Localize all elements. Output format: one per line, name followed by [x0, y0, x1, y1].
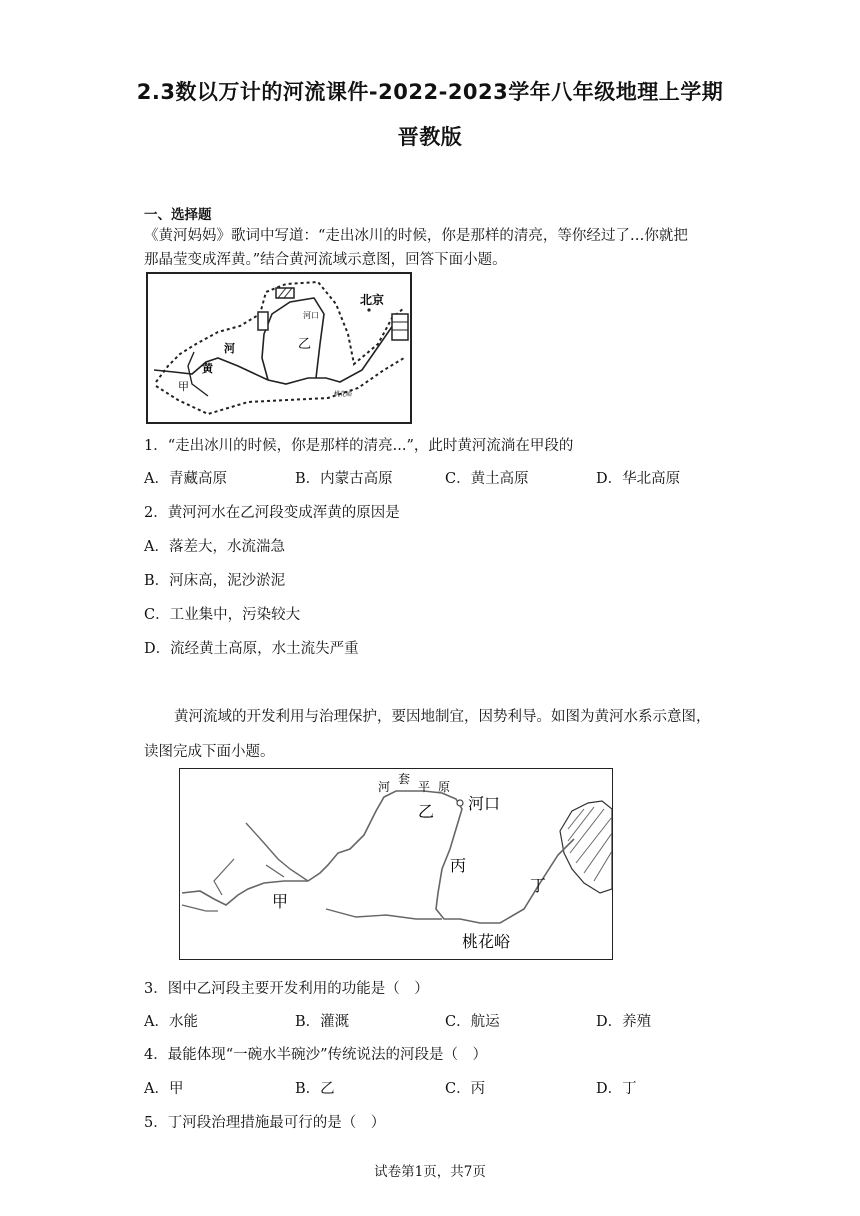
q4-option-c[interactable]: C．丙 — [445, 1081, 486, 1097]
label-ping: 平 — [418, 780, 431, 794]
yellow-river-basin-map — [146, 272, 412, 424]
q3-option-a[interactable]: A．水能 — [144, 1014, 198, 1030]
tributary-wei — [326, 909, 442, 919]
q5-stem: 5．丁河段治理措施最可行的是（ ） — [144, 1115, 386, 1131]
label-huang: 黄 — [202, 362, 213, 375]
system-map-svg — [180, 769, 612, 959]
label-tao: 套 — [398, 772, 411, 786]
q2-option-c[interactable]: C．工业集中，污染较大 — [144, 607, 301, 623]
q3-stem: 3．图中乙河段主要开发利用的功能是（ ） — [144, 981, 429, 997]
intro-line-2: 那晶莹变成浑黄。”结合黄河流域示意图，回答下面小题。 — [144, 252, 507, 268]
main-river — [154, 318, 398, 384]
label-jia: 甲 — [178, 380, 189, 393]
intro-line-1: 《黄河妈妈》歌词中写道：“走出冰川的时候，你是那样的清亮，等你经过了…你就把 — [144, 228, 688, 244]
hatch-area-sea — [392, 314, 408, 340]
q4-option-b[interactable]: B．乙 — [295, 1081, 335, 1097]
label-yi: 乙 — [298, 337, 312, 352]
page-footer: 试卷第1页，共7页 — [374, 1164, 486, 1180]
q2-option-b[interactable]: B．河床高，泥沙淤泥 — [144, 573, 286, 589]
label-jia: 甲 — [272, 892, 289, 911]
q4-stem: 4．最能体现“一碗水半碗沙”传统说法的河段是（ ） — [144, 1047, 488, 1063]
q4-option-d[interactable]: D．丁 — [596, 1081, 637, 1097]
label-taohuayu: 桃花峪 — [334, 391, 353, 398]
label-taohuayu: 桃花峪 — [462, 932, 511, 951]
passage2-line-1: 黄河流域的开发利用与治理保护，要因地制宜，因势利导。如图为黄河水系示意图， — [174, 709, 711, 725]
basin-map-svg — [148, 274, 410, 422]
q1-option-d[interactable]: D．华北高原 — [596, 471, 681, 487]
label-he: 河 — [378, 780, 391, 794]
yellow-river-system-map — [179, 768, 613, 960]
q1-option-c[interactable]: C．黄土高原 — [445, 471, 529, 487]
label-hekou: 河口 — [468, 794, 501, 813]
label-ding: 丁 — [530, 876, 547, 895]
q4-option-a[interactable]: A．甲 — [144, 1081, 184, 1097]
sea-hatched-area — [560, 801, 612, 893]
label-bing: 丙 — [450, 856, 467, 875]
tributary-small — [266, 865, 284, 877]
hatch-area-west — [258, 312, 268, 330]
main-river — [182, 791, 574, 923]
q2-option-d[interactable]: D．流经黄土高原，水土流失严重 — [144, 641, 359, 657]
hekou-marker — [457, 800, 463, 806]
q1-option-a[interactable]: A．青藏高原 — [144, 471, 227, 487]
section-heading: 一、选择题 — [144, 207, 212, 223]
passage2-line-2: 读图完成下面小题。 — [144, 744, 275, 760]
label-hekou: 河口 — [303, 311, 319, 320]
q2-stem: 2．黄河河水在乙河段变成浑黄的原因是 — [144, 505, 400, 521]
tributary-jia — [214, 859, 234, 895]
label-yi: 乙 — [418, 802, 435, 821]
basin-boundary-south — [156, 358, 404, 414]
q3-option-c[interactable]: C．航运 — [445, 1014, 500, 1030]
q2-option-a[interactable]: A．落差大，水流湍急 — [144, 539, 285, 555]
title-line-1: 2.3数以万计的河流课件-2022-2023学年八年级地理上学期 — [136, 80, 724, 104]
label-yuan: 原 — [438, 780, 451, 794]
tributary-west — [182, 905, 218, 911]
q1-stem: 1．“走出冰川的时候，你是那样的清亮...”，此时黄河流淌在甲段的 — [144, 438, 574, 454]
q3-option-d[interactable]: D．养殖 — [596, 1014, 652, 1030]
title-line-2: 晋教版 — [397, 125, 463, 149]
label-beijing: 北京 — [360, 293, 385, 307]
label-he: 河 — [224, 342, 235, 355]
q1-option-b[interactable]: B．内蒙古高原 — [295, 471, 393, 487]
q3-option-b[interactable]: B．灌溉 — [295, 1014, 350, 1030]
